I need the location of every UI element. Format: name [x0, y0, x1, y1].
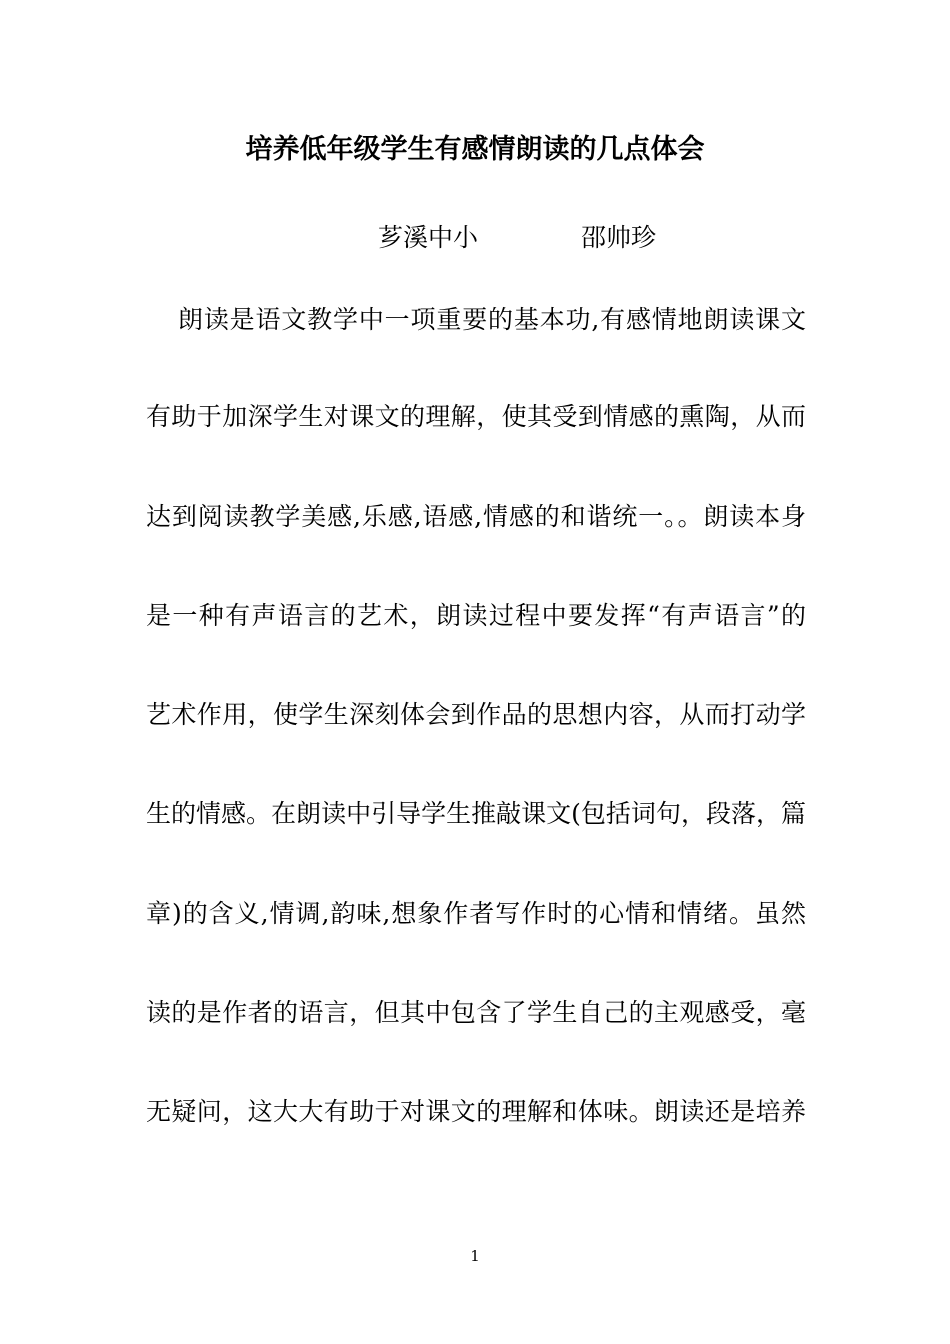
body-text-line: 艺术作用，使学生深刻体会到作品的思想内容，从而打动学: [146, 700, 806, 729]
school-name: 芗溪中小: [378, 223, 479, 252]
body-text-line: 达到阅读教学美感,乐感,语感,情感的和谐统一。。朗读本身: [146, 502, 806, 531]
body-text-line: 无疑问，这大大有助于对课文的理解和体味。朗读还是培养: [146, 1097, 806, 1126]
page-number: 1: [470, 1247, 480, 1265]
body-text-line: 章)的含义,情调,韵味,想象作者写作时的心情和情绪。虽然: [146, 899, 806, 928]
document-title: 培养低年级学生有感情朗读的几点体会: [245, 134, 705, 165]
author-name: 邵帅珍: [581, 223, 657, 252]
body-text-line: 生的情感。在朗读中引导学生推敲课文(包括词句，段落，篇: [146, 799, 806, 828]
body-text-line: 读的是作者的语言，但其中包含了学生自己的主观感受，毫: [146, 998, 806, 1027]
body-text-line: 有助于加深学生对课文的理解，使其受到情感的熏陶，从而: [146, 402, 806, 431]
body-text-line: 朗读是语文教学中一项重要的基本功,有感情地朗读课文: [178, 305, 806, 334]
body-text-line: 是一种有声语言的艺术，朗读过程中要发挥“有声语言”的: [146, 601, 806, 630]
